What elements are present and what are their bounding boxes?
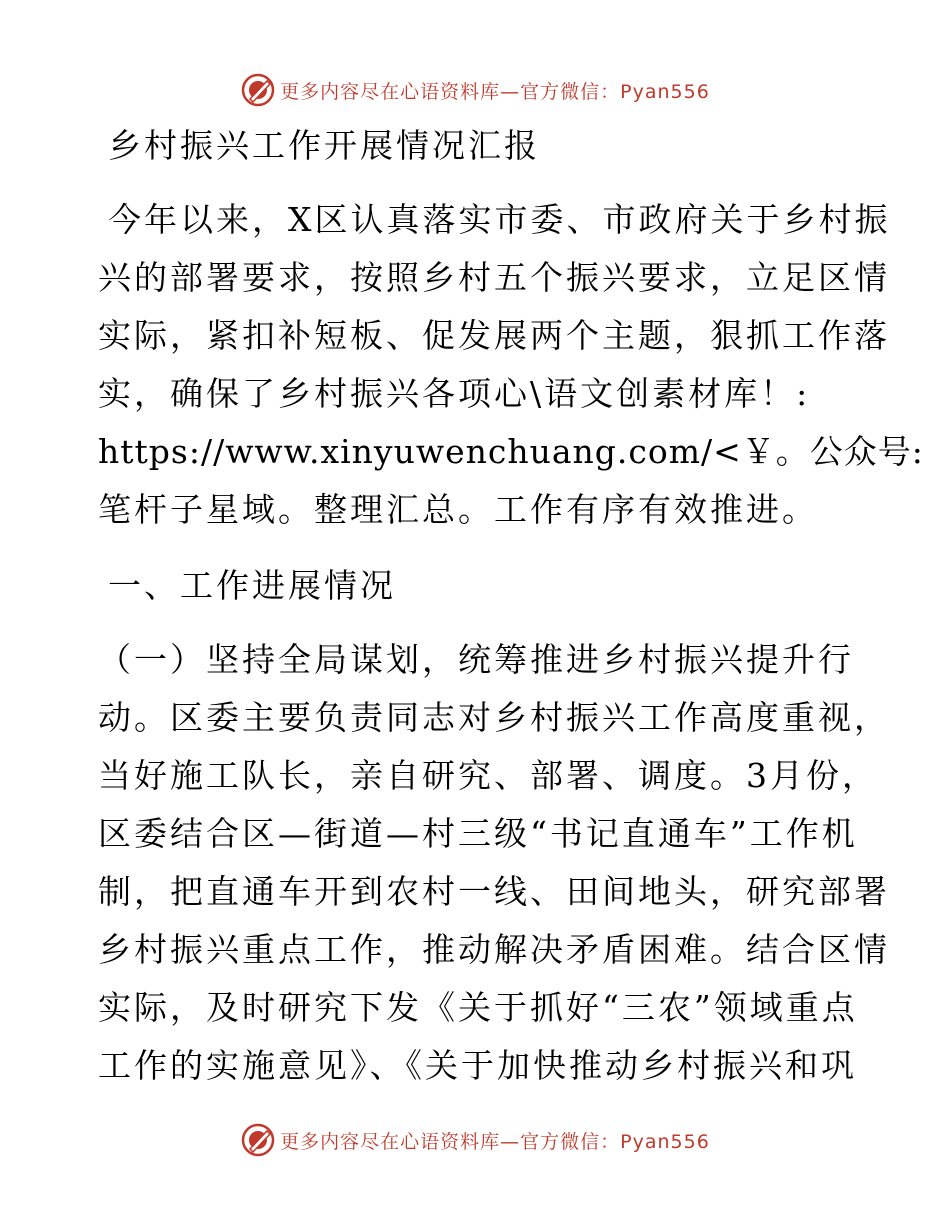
- intro-line: 兴的部署要求，按照乡村五个振兴要求，立足区情: [98, 258, 890, 297]
- section-line: 区委结合区—街道—村三级“书记直通车”工作机: [98, 814, 858, 853]
- intro-line: 实际，紧扣补短板、促发展两个主题，狠抓工作落: [98, 316, 890, 355]
- intro-line: 笔杆子星域。整理汇总。工作有序有效推进。: [98, 490, 818, 529]
- pen-logo-icon: [240, 1122, 276, 1158]
- watermark-text: 更多内容尽在心语资料库—官方微信：Pyan556: [280, 1130, 710, 1153]
- footer-watermark: [0, 1120, 950, 1160]
- section-line: 工作的实施意见》、《关于加快推动乡村振兴和巩: [98, 1046, 857, 1085]
- section-line: 乡村振兴重点工作，推动解决矛盾困难。结合区情: [98, 930, 890, 969]
- header-watermark: [0, 70, 950, 110]
- section-line: 当好施工队长，亲自研究、部署、调度。3月份，: [98, 756, 878, 795]
- section-line: （一）坚持全局谋划，统筹推进乡村振兴提升行: [98, 640, 854, 679]
- section-heading: 一、工作进展情况: [108, 566, 396, 605]
- section-line: 动。区委主要负责同志对乡村振兴工作高度重视，: [98, 698, 890, 737]
- intro-line: https://www.xinyuwenchuang.com/<￥。公众号:: [98, 432, 924, 471]
- section-line: 制，把直通车开到农村一线、田间地头，研究部署: [98, 872, 890, 911]
- pen-logo-icon: [240, 72, 276, 108]
- intro-line: 实，确保了乡村振兴各项心\语文创素材库！:: [98, 374, 811, 413]
- watermark-text: 更多内容尽在心语资料库—官方微信：Pyan556: [280, 80, 710, 103]
- section-line: 实际，及时研究下发《关于抓好“三农”领域重点: [98, 988, 858, 1027]
- document-title: 乡村振兴工作开展情况汇报: [108, 126, 540, 165]
- intro-line: 今年以来，X区认真落实市委、市政府关于乡村振: [108, 200, 891, 239]
